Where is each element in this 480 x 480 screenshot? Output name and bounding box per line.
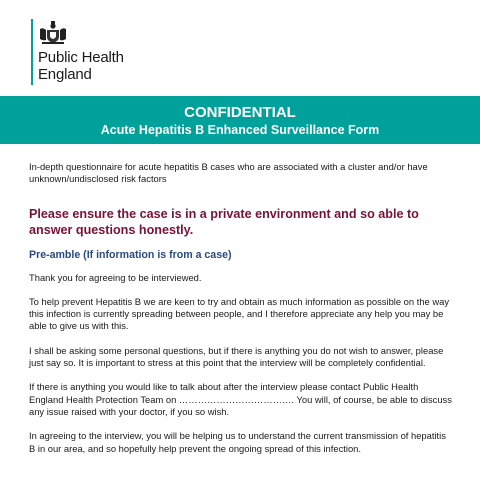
paragraph: To help prevent Hepatitis B we are keen to try and obtain as much information as possible on the way this infection is currently spreading between people, and I therefore appreciate any help you may be able to give us with this. <box>29 295 450 332</box>
phe-logo <box>31 19 151 89</box>
intro-text: In-depth questionnaire for acute hepatitis B cases who are associated with a cluster and/or have unknown/undisclosed risk factors <box>29 161 428 185</box>
org-name-line1: Public Health <box>38 49 124 66</box>
privacy-warning: Please ensure the case is in a private environment and so able to answer questions honestly. <box>29 206 419 237</box>
org-name-line2: England <box>38 66 92 83</box>
paragraph: Thank you for agreeing to be interviewed. <box>29 271 202 283</box>
document-body <box>29 161 453 467</box>
title-banner <box>0 96 480 144</box>
banner-subtitle: Acute Hepatitis B Enhanced Surveillance Form <box>100 123 380 137</box>
paragraph: If there is anything you would like to talk about after the interview please contact Public Health England Health Protection Team on ………………………………. You will, of course, be able to discuss any issue raised with your doctor, if you so wish. <box>29 381 452 417</box>
paragraph: In agreeing to the interview, you will be helping us to understand the current transmission of hepatitis B in our area, and so hopefully help prevent the ongoing spread of this infection. <box>29 430 446 454</box>
logo-divider <box>31 19 33 85</box>
paragraph: I shall be asking some personal questions, but if there is anything you do not wish to answer, please just say so. It is important to stress at this point that the interview will be completely confidential. <box>29 344 444 369</box>
preamble-heading: Pre-amble (If information is from a case) <box>29 248 232 261</box>
organisation-name <box>38 49 124 83</box>
royal-crest-icon <box>38 21 68 45</box>
banner-title: CONFIDENTIAL <box>184 104 296 121</box>
